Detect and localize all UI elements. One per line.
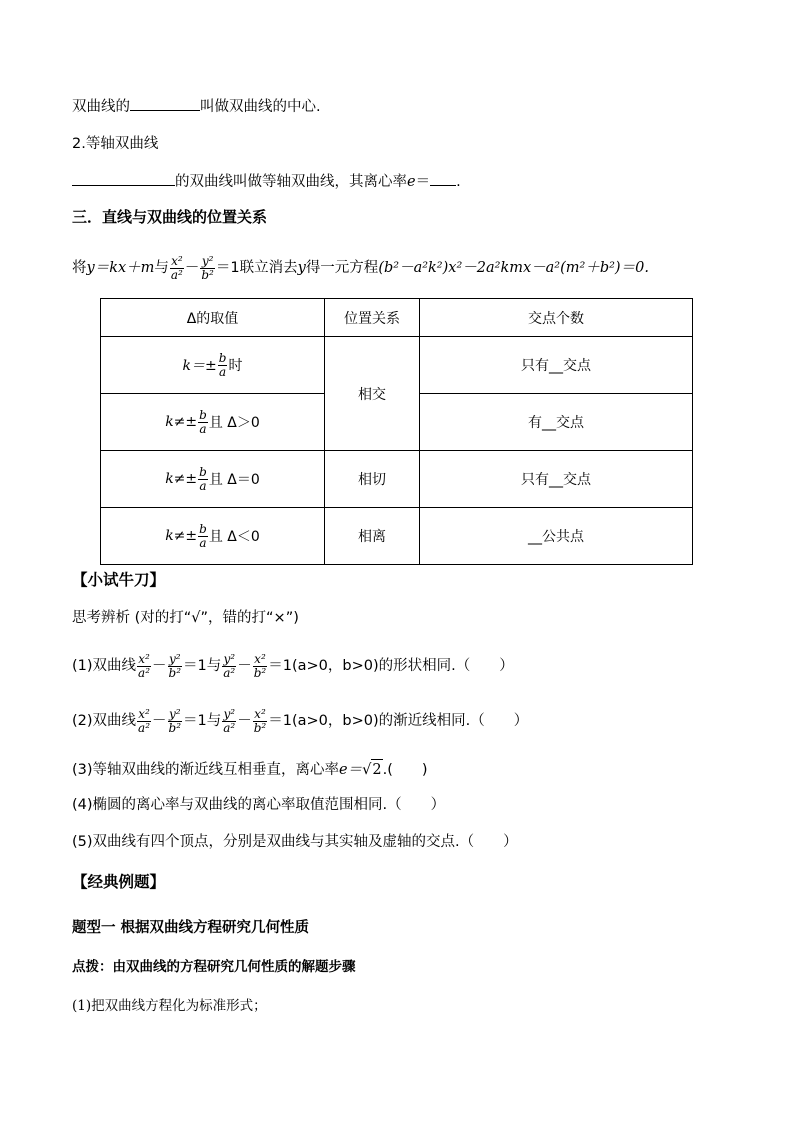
minus: － [152,713,167,729]
frac-num: y² [168,651,181,666]
frac-den: a² [138,665,151,680]
frac-num: b [218,350,227,365]
count-cell: 只有__交点 [420,451,693,508]
tip-line: 点拨：由双曲线的方程研究几何性质的解题步骤 [72,959,356,975]
q-tail: (a>0，b>0)的形状相同.（ ） [291,658,514,674]
fill-blank[interactable] [72,170,175,186]
question-3 [72,759,428,780]
relation-cell: 相交 [325,337,420,451]
count-cell: __公共点 [420,508,693,565]
frac-den: a [219,364,227,379]
eq1: ＝1 [268,658,292,674]
table-header: 位置关系 [325,299,420,337]
frac-den: a [199,478,207,493]
frac-den: a [199,421,207,436]
sub-with: 与 [154,260,169,276]
table-row [101,337,693,394]
frac-num: y² [201,253,214,268]
equiaxed-definition [72,170,461,192]
condition-cell [101,451,325,508]
sub-mid: 联立消去 [239,260,298,276]
q-prefix: (2)双曲线 [72,713,137,729]
fraction-y2-b2 [200,255,215,282]
practice-instruction: 思考辨析 (对的打“√”，错的打“×”) [72,610,299,626]
cond-tail: 时 [228,358,243,374]
minus: － [237,658,252,674]
frac-den: b² [168,720,182,735]
question-2 [72,703,528,739]
count-cell: 只有__交点 [420,337,693,394]
q3-text: (3)等轴双曲线的渐近线互相垂直，离心率 [72,762,340,778]
fraction-y2-a2 [222,653,236,680]
question-1 [72,648,514,684]
step-1: (1)把双曲线方程化为标准形式； [72,998,267,1014]
cond-k: k＝± [182,358,217,374]
with: 与 [206,713,222,729]
cond-k: k≠± [165,528,198,544]
frac-num: x² [138,651,150,666]
frac-num: x² [254,651,266,666]
fraction-x2-a2 [137,708,151,735]
fill-blank[interactable] [430,170,456,186]
frac-den: b² [168,665,182,680]
eq1: ＝1 [183,713,207,729]
q-tail: .( ) [382,762,428,778]
fill-blank[interactable] [130,95,200,111]
eq1: ＝1 [183,658,207,674]
frac-den: a [199,535,207,550]
period: . [456,174,461,190]
question-4: (4)椭圆的离心率与双曲线的离心率取值范围相同.（ ） [72,797,446,813]
fraction-y2-b2 [168,653,183,680]
frac-num: y² [223,706,236,721]
section-heading: 三．直线与双曲线的位置关系 [72,208,268,226]
frac-num: b [199,464,207,479]
examples-heading: 【经典例题】 [72,873,166,891]
frac-den: a² [223,720,236,735]
fraction-b-a [198,466,208,493]
intro-text-after: 叫做双曲线的中心. [200,99,321,115]
with: 与 [206,658,222,674]
type-heading: 题型一 根据双曲线方程研究几何性质 [72,920,310,936]
condition-cell [101,394,325,451]
frac-num: x² [254,706,266,721]
fraction-b-a [218,352,228,379]
table-header: Δ的取值 [101,299,325,337]
q-tail: (a>0，b>0)的渐近线相同.（ ） [291,713,529,729]
intro-text-before: 双曲线的 [72,99,130,115]
fraction-b-a [198,523,208,550]
cond-k: k≠± [165,414,198,430]
condition-cell [101,337,325,394]
cond-tail: 且 Δ＞0 [208,415,260,431]
table-row [101,508,693,565]
frac-num: y² [223,651,236,666]
table-header: 交点个数 [420,299,693,337]
frac-den: a² [138,720,151,735]
relation-cell: 相切 [325,451,420,508]
frac-num: y² [168,706,181,721]
equals-sign: ＝ [415,174,431,190]
frac-den: b² [253,720,267,735]
sub-prefix: 将 [72,260,87,276]
relation-cell: 相离 [325,508,420,565]
relation-table [100,298,693,565]
q-prefix: (1)双曲线 [72,658,137,674]
fraction-y2-a2 [222,708,236,735]
sqrt-value: 2 [371,759,382,780]
fraction-x2-a2 [170,255,184,282]
cond-tail: 且 Δ＝0 [208,472,260,488]
cond-k: k≠± [165,471,198,487]
cond-tail: 且 Δ＜0 [208,529,260,545]
frac-num: b [199,407,207,422]
substitution-line [72,250,649,286]
sub-get: 得一元方程 [305,260,379,276]
intro-line [72,95,321,117]
sqrt-symbol: √ [362,762,372,778]
minus: － [152,658,167,674]
condition-cell [101,508,325,565]
frac-den: b² [253,665,267,680]
minus: － [237,713,252,729]
equiaxed-heading: 2.等轴双曲线 [72,136,159,152]
table-row [101,451,693,508]
frac-num: b [199,521,207,536]
frac-den: b² [201,267,214,282]
rhs: ＝1 [215,260,240,276]
quadratic-equation: (b²－a²k²)x²－2a²kmx－a²(m²＋b²)＝0. [378,260,649,276]
frac-den: a² [223,665,236,680]
frac-den: a² [170,267,183,282]
eq1: ＝1 [268,713,292,729]
table-header-row [101,299,693,337]
question-5: (5)双曲线有四个顶点，分别是双曲线与其实轴及虚轴的交点.（ ） [72,834,518,850]
practice-heading: 【小试牛刀】 [72,571,166,589]
count-cell: 有__交点 [420,394,693,451]
eccentricity-symbol: e [407,174,416,190]
minus: － [184,260,200,276]
frac-num: x² [138,706,150,721]
frac-num: x² [171,253,183,268]
line-equation: y＝kx＋m [86,260,155,276]
fraction-x2-b2 [253,708,268,735]
equiaxed-text: 的双曲线叫做等轴双曲线，其离心率 [175,174,407,190]
fraction-y2-b2 [168,708,183,735]
q3-e: e＝ [339,762,363,778]
fraction-b-a [198,409,208,436]
fraction-x2-a2 [137,653,151,680]
fraction-x2-b2 [253,653,268,680]
sub-var: y [297,260,306,276]
